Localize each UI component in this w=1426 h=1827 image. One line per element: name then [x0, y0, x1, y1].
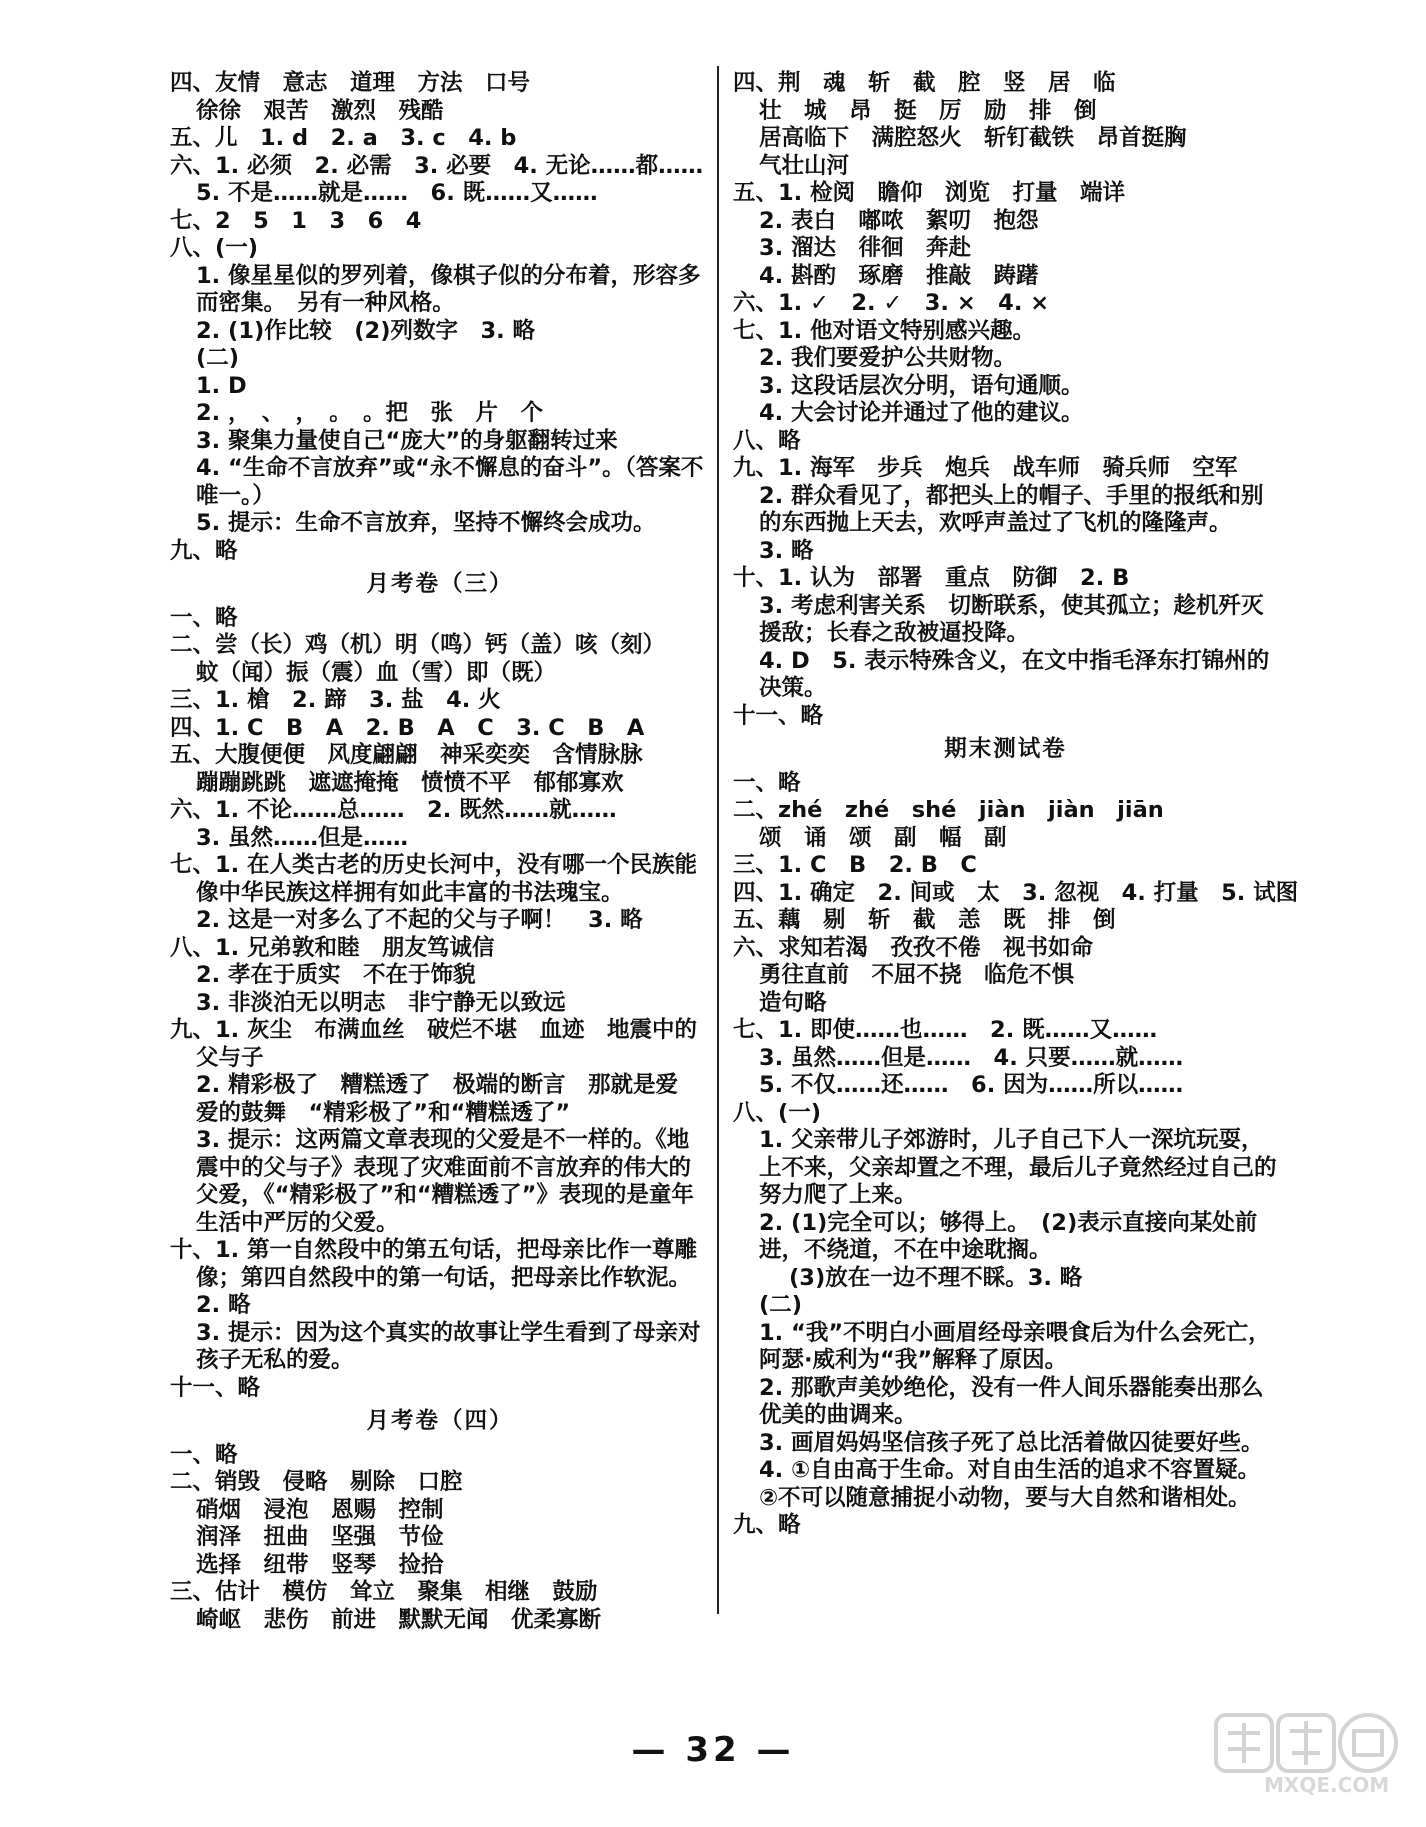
answer-line: 勇往直前 不屈不挠 临危不惧	[759, 962, 1075, 988]
answer-line: 四、1. 确定 2. 间或 太 3. 忽视 4. 打量 5. 试图	[733, 879, 1299, 906]
answer-line: 2. 我们要爱护公共财物。	[759, 345, 1017, 371]
answer-line: 2. ， 、 ， 。 。把 张 片 个	[196, 400, 544, 426]
answer-line: (二)	[196, 345, 240, 371]
answer-line: 1. 像星星似的罗列着，像棋子似的分布着，形容多而密集。 另有一种风格。	[196, 262, 701, 316]
answer-line: 五、藕 剔 斩 截 恙 既 排 倒	[733, 907, 1116, 933]
answer-line: 润泽 扭曲 坚强 节俭	[196, 1524, 444, 1550]
answer-line: 3. 略	[759, 537, 814, 564]
answer-line: 一、略	[170, 1441, 238, 1468]
answer-line: 5. 不是……就是…… 6. 既……又……	[196, 180, 598, 206]
answer-column-left	[170, 70, 710, 1634]
answer-line: 二、zhé zhé shé jiàn jiàn jiān	[733, 797, 1164, 823]
answer-line: 4. ①自由高于生命。对自由生活的追求不容置疑。②不可以随意捕捉小动物，要与大自然和谐相处。	[759, 1457, 1261, 1511]
watermark-logo-icon	[1212, 1709, 1402, 1779]
answer-line: 二、尝（长）鸡（机）明（鸣）钙（盖）咳（刻）	[170, 632, 666, 658]
answer-line: 八、略	[733, 427, 801, 454]
answer-line: 八、1. 兄弟敦和睦 朋友笃诚信	[170, 934, 495, 961]
answer-line: 五、儿 1. d 2. a 3. c 4. b	[170, 125, 517, 151]
answer-line: 3. 非淡泊无以明志 非宁静无以致远	[196, 989, 566, 1016]
answer-line: 造句略	[759, 989, 827, 1016]
watermark-logo	[1212, 1709, 1402, 1819]
column-divider	[717, 66, 719, 1614]
answer-line: 一、略	[170, 604, 238, 631]
section-heading: 月考卷（三）	[366, 571, 514, 597]
answer-line: 2. 孝在于质实 不在于饰貌	[196, 962, 476, 988]
watermark-url: MXQE.COM	[1264, 1773, 1390, 1797]
answer-line: 3. 聚集力量使自己“庞大”的身躯翻转过来	[196, 427, 618, 454]
answer-line: 十一、略	[733, 702, 824, 729]
answer-line: 4. 大会讨论并通过了他的建议。	[759, 400, 1084, 426]
answer-line: 五、1. 检阅 瞻仰 浏览 打量 端详	[733, 180, 1126, 206]
answer-line: 选择 纽带 竖琴 捡拾	[196, 1551, 444, 1578]
answer-line: 九、略	[733, 1512, 801, 1538]
answer-line: 2. 表白 嘟哝 絮叨 抱怨	[759, 207, 1039, 234]
answer-line: 3. 提示：这两篇文章表现的父爱是不一样的。《地震中的父与子》表现了灾难面前不言放弃的伟大的父爱，《“精彩极了”和“糟糕透了”》表现的是童年生活中严厉的父爱。	[196, 1127, 694, 1236]
answer-line: 2. (1)完全可以；够得上。 (2)表示直接向某处前进，不绕道，不在中途耽搁。	[759, 1209, 1258, 1263]
answer-line: 颂 诵 颂 副 幅 副	[759, 824, 1007, 851]
answer-line: 一、略	[733, 769, 801, 796]
answer-line: 3. 虽然……但是…… 4. 只要……就……	[759, 1044, 1184, 1071]
answer-line: 七、1. 即使……也…… 2. 既……又……	[733, 1017, 1158, 1043]
answer-line: 十、1. 第一自然段中的第五句话，把母亲比作一尊雕像；第四自然段中的第一句话，把母亲比作软泥。 2. 略	[170, 1237, 703, 1318]
answer-line: 六、求知若渴 孜孜不倦 视书如命	[733, 934, 1094, 961]
answer-line: 4. 斟酌 琢磨 推敲 踌躇	[759, 262, 1039, 289]
answer-line: 三、1. C B 2. B C	[733, 852, 977, 878]
answer-line: 六、1. ✓ 2. ✓ 3. × 4. ×	[733, 290, 1050, 316]
answer-line: 4. “生命不言放弃”或“永不懈息的奋斗”。（答案不唯一。）	[196, 455, 704, 509]
answer-line: 1. 父亲带儿子郊游时，儿子自己下人一深坑玩耍，上不来，父亲却置之不理，最后儿子竟然经过自己的努力爬了上来。	[759, 1127, 1277, 1208]
answer-line: 六、1. 不论……总…… 2. 既然……就……	[170, 797, 617, 823]
answer-line: 3. 提示：因为这个真实的故事让学生看到了母亲对孩子无私的爱。	[196, 1319, 701, 1373]
answer-line: 四、荆 魂 斩 截 腔 竖 居 临	[733, 70, 1116, 96]
answer-line: 十一、略	[170, 1374, 261, 1401]
answer-line: 徐徐 艰苦 激烈 残酷	[196, 97, 444, 124]
answer-line: 3. 画眉妈妈坚信孩子死了总比活着做囚徒要好些。	[759, 1429, 1264, 1456]
answer-line: (二)	[759, 1292, 803, 1318]
answer-line: 2. 那歌声美妙绝伦，没有一件人间乐器能奏出那么优美的曲调来。	[759, 1374, 1264, 1428]
answer-line: 九、1. 海军 步兵 炮兵 战车师 骑兵师 空军	[733, 455, 1238, 481]
page-number: — 32 —	[631, 1730, 795, 1770]
answer-line: 蚊（闻）振（震）血（雪）即（既）	[196, 659, 557, 686]
answer-line: 八、(一)	[170, 235, 259, 261]
answer-line: 蹦蹦跳跳 遮遮掩掩 愤愤不平 郁郁寡欢	[196, 769, 624, 796]
answer-line: 十、1. 认为 部署 重点 防御 2. B	[733, 565, 1130, 591]
answer-line: 四、友情 意志 道理 方法 口号	[170, 70, 531, 96]
answer-line: 二、销毁 侵略 剔除 口腔	[170, 1469, 463, 1495]
answer-line: 气壮山河	[759, 152, 850, 179]
answer-line: 居高临下 满腔怒火 斩钉截铁 昂首挺胸	[759, 125, 1187, 151]
answer-line: 4. D 5. 表示特殊含义，在文中指毛泽东打锦州的决策。	[759, 647, 1270, 701]
answer-line: 2. 精彩极了 糟糕透了 极端的断言 那就是爱 爱的鼓舞 “精彩极了”和“糟糕透了”	[196, 1072, 701, 1126]
answer-line: 五、大腹便便 风度翩翩 神采奕奕 含情脉脉	[170, 742, 643, 768]
answer-line: 1. “我”不明白小画眉经母亲喂食后为什么会死亡，阿瑟·威利为“我”解释了原因。	[759, 1319, 1271, 1373]
answer-line: 三、1. 槍 2. 蹄 3. 盐 4. 火	[170, 687, 501, 713]
answer-line: 七、1. 他对语文特别感兴趣。	[733, 317, 1036, 344]
answer-line: 1. D	[196, 372, 247, 399]
answer-line: 3. 溜达 徘徊 奔赴	[759, 235, 972, 261]
answer-line: 八、(一)	[733, 1099, 822, 1126]
answer-line: 3. 考虑利害关系 切断联系，使其孤立；趁机歼灭援敌；长春之敌被逼投降。	[759, 592, 1264, 646]
answer-line: 四、1. C B A 2. B A C 3. C B A	[170, 714, 645, 741]
answer-line: 3. 这段话层次分明，语句通顺。	[759, 372, 1084, 399]
answer-line: 九、1. 灰尘 布满血丝 破烂不堪 血迹 地震中的父与子	[170, 1017, 698, 1071]
answer-line: 七、2 5 1 3 6 4	[170, 207, 422, 234]
answer-line: (3)放在一边不理不睬。3. 略	[789, 1264, 1083, 1291]
answer-line: 2. 群众看见了，都把头上的帽子、手里的报纸和别的东西抛上天去，欢呼声盖过了飞机的隆隆声。	[759, 482, 1264, 536]
answer-line: 3. 虽然……但是……	[196, 824, 409, 851]
answer-line: 九、略	[170, 537, 238, 564]
answer-column-right	[733, 70, 1299, 1540]
section-heading: 期末测试卷	[944, 736, 1067, 762]
answer-line: 七、1. 在人类古老的历史长河中，没有哪一个民族能像中华民族这样拥有如此丰富的书法瑰宝。	[170, 852, 698, 906]
section-heading: 月考卷（四）	[366, 1408, 514, 1434]
answer-line: 5. 提示：生命不言放弃，坚持不懈终会成功。	[196, 510, 656, 536]
answer-line: 崎岖 悲伤 前进 默默无闻 优柔寡断	[196, 1606, 602, 1633]
answer-line: 2. 这是一对多么了不起的父与子啊！ 3. 略	[196, 907, 643, 933]
answer-line: 六、1. 必须 2. 必需 3. 必要 4. 无论……都……	[170, 152, 704, 179]
answer-line: 5. 不仅……还…… 6. 因为……所以……	[759, 1072, 1184, 1098]
answer-line: 硝烟 浸泡 恩赐 控制	[196, 1496, 444, 1523]
answer-line: 三、估计 模仿 耸立 聚集 相继 鼓励	[170, 1579, 598, 1605]
answer-line: 壮 城 昂 挺 厉 励 排 倒	[759, 97, 1097, 124]
answer-line: 2. (1)作比较 (2)列数字 3. 略	[196, 317, 536, 344]
